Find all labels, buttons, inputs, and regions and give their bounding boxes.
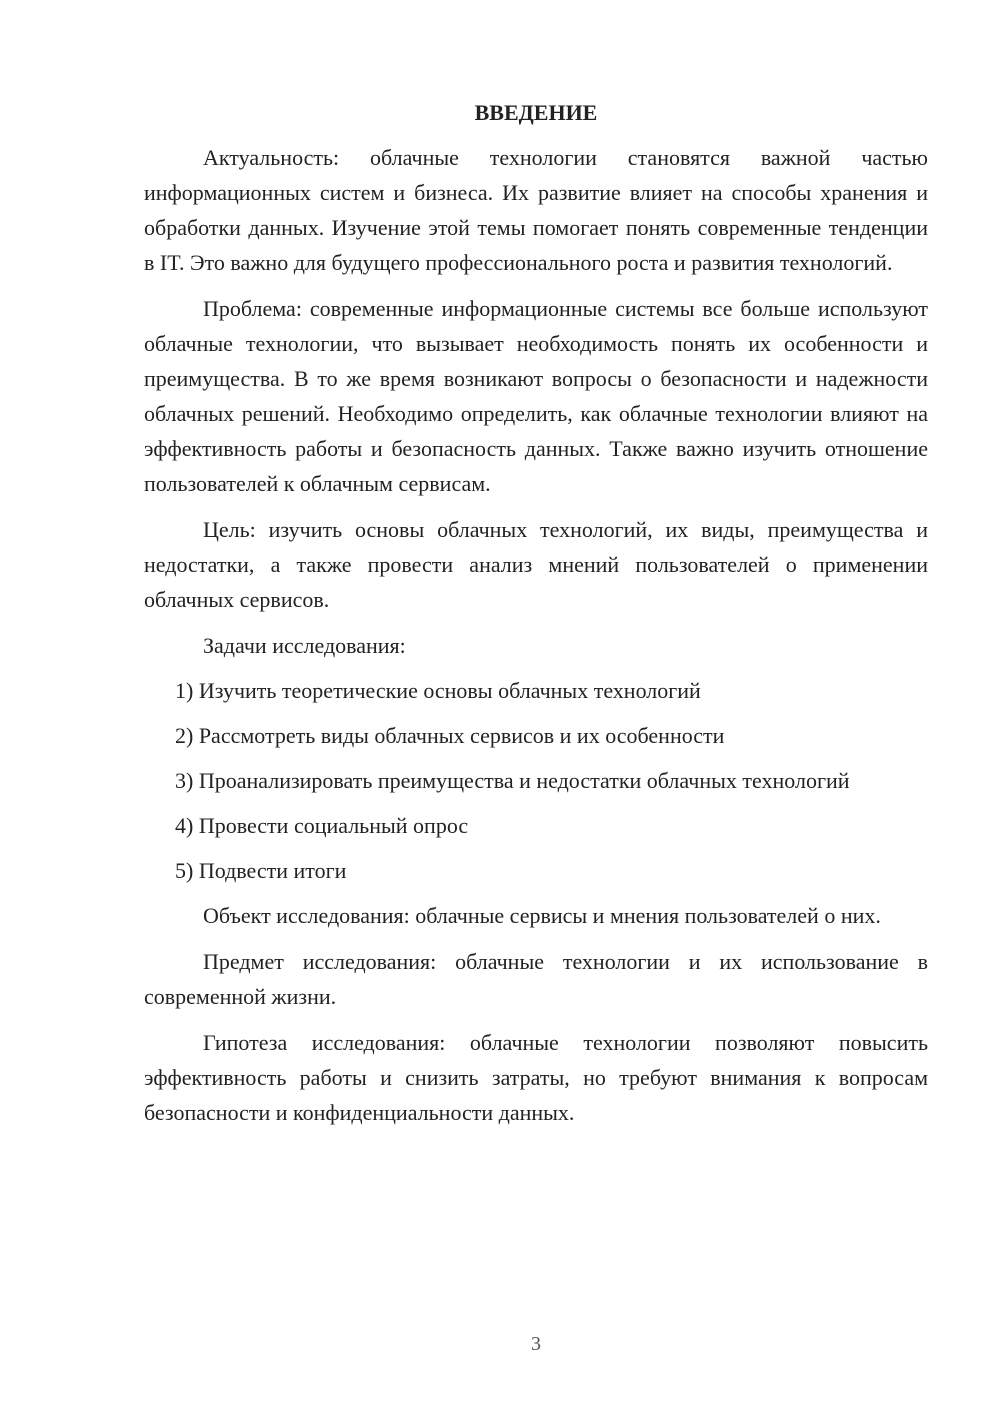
list-item: 5) Подвести итоги xyxy=(175,858,347,883)
page-content xyxy=(144,95,928,1141)
list-item: 4) Провести социальный опрос xyxy=(175,813,469,838)
list-item: 3) Проанализировать преимущества и недостатки облачных технологий xyxy=(175,768,850,793)
page-number: 3 xyxy=(531,1333,541,1355)
paragraph-goal: Цель: изучить основы облачных технологий, их виды, преимущества и недостатки, а также провести анализ мнений пользователей о применении облачных сервисов. xyxy=(144,517,928,612)
page-title: ВВЕДЕНИЕ xyxy=(474,100,598,125)
list-item: 2) Рассмотреть виды облачных сервисов и их особенности xyxy=(175,723,725,748)
tasks-heading: Задачи исследования: xyxy=(203,633,406,658)
paragraph-hypothesis: Гипотеза исследования: облачные технологии позволяют повысить эффективность работы и снизить затраты, но требуют внимания к вопросам безопасности и конфиденциальности данных. xyxy=(144,1030,928,1125)
paragraph-problem: Проблема: современные информационные системы все больше используют облачные технологии, что вызывает необходимость понять их особенности и преимущества. В то же время возникают вопросы о безопасности и надежности облачных решений. Необходимо определить, как облачные технологии влияют на эффективность работы и безопасность данных. Также важно изучить отношение пользователей к облачным сервисам. xyxy=(144,296,928,496)
tasks-list xyxy=(144,673,928,888)
paragraph-relevance: Актуальность: облачные технологии становятся важной частью информационных систем и бизнеса. Их развитие влияет на способы хранения и обработки данных. Изучение этой темы помогает понять современные тенденции в IT. Это важно для будущего профессионального роста и развития технологий. xyxy=(144,145,928,275)
paragraph-object: Объект исследования: облачные сервисы и мнения пользователей о них. xyxy=(203,903,881,928)
paragraph-subject: Предмет исследования: облачные технологии и их использование в современной жизни. xyxy=(144,949,928,1009)
list-item: 1) Изучить теоретические основы облачных технологий xyxy=(175,678,701,703)
